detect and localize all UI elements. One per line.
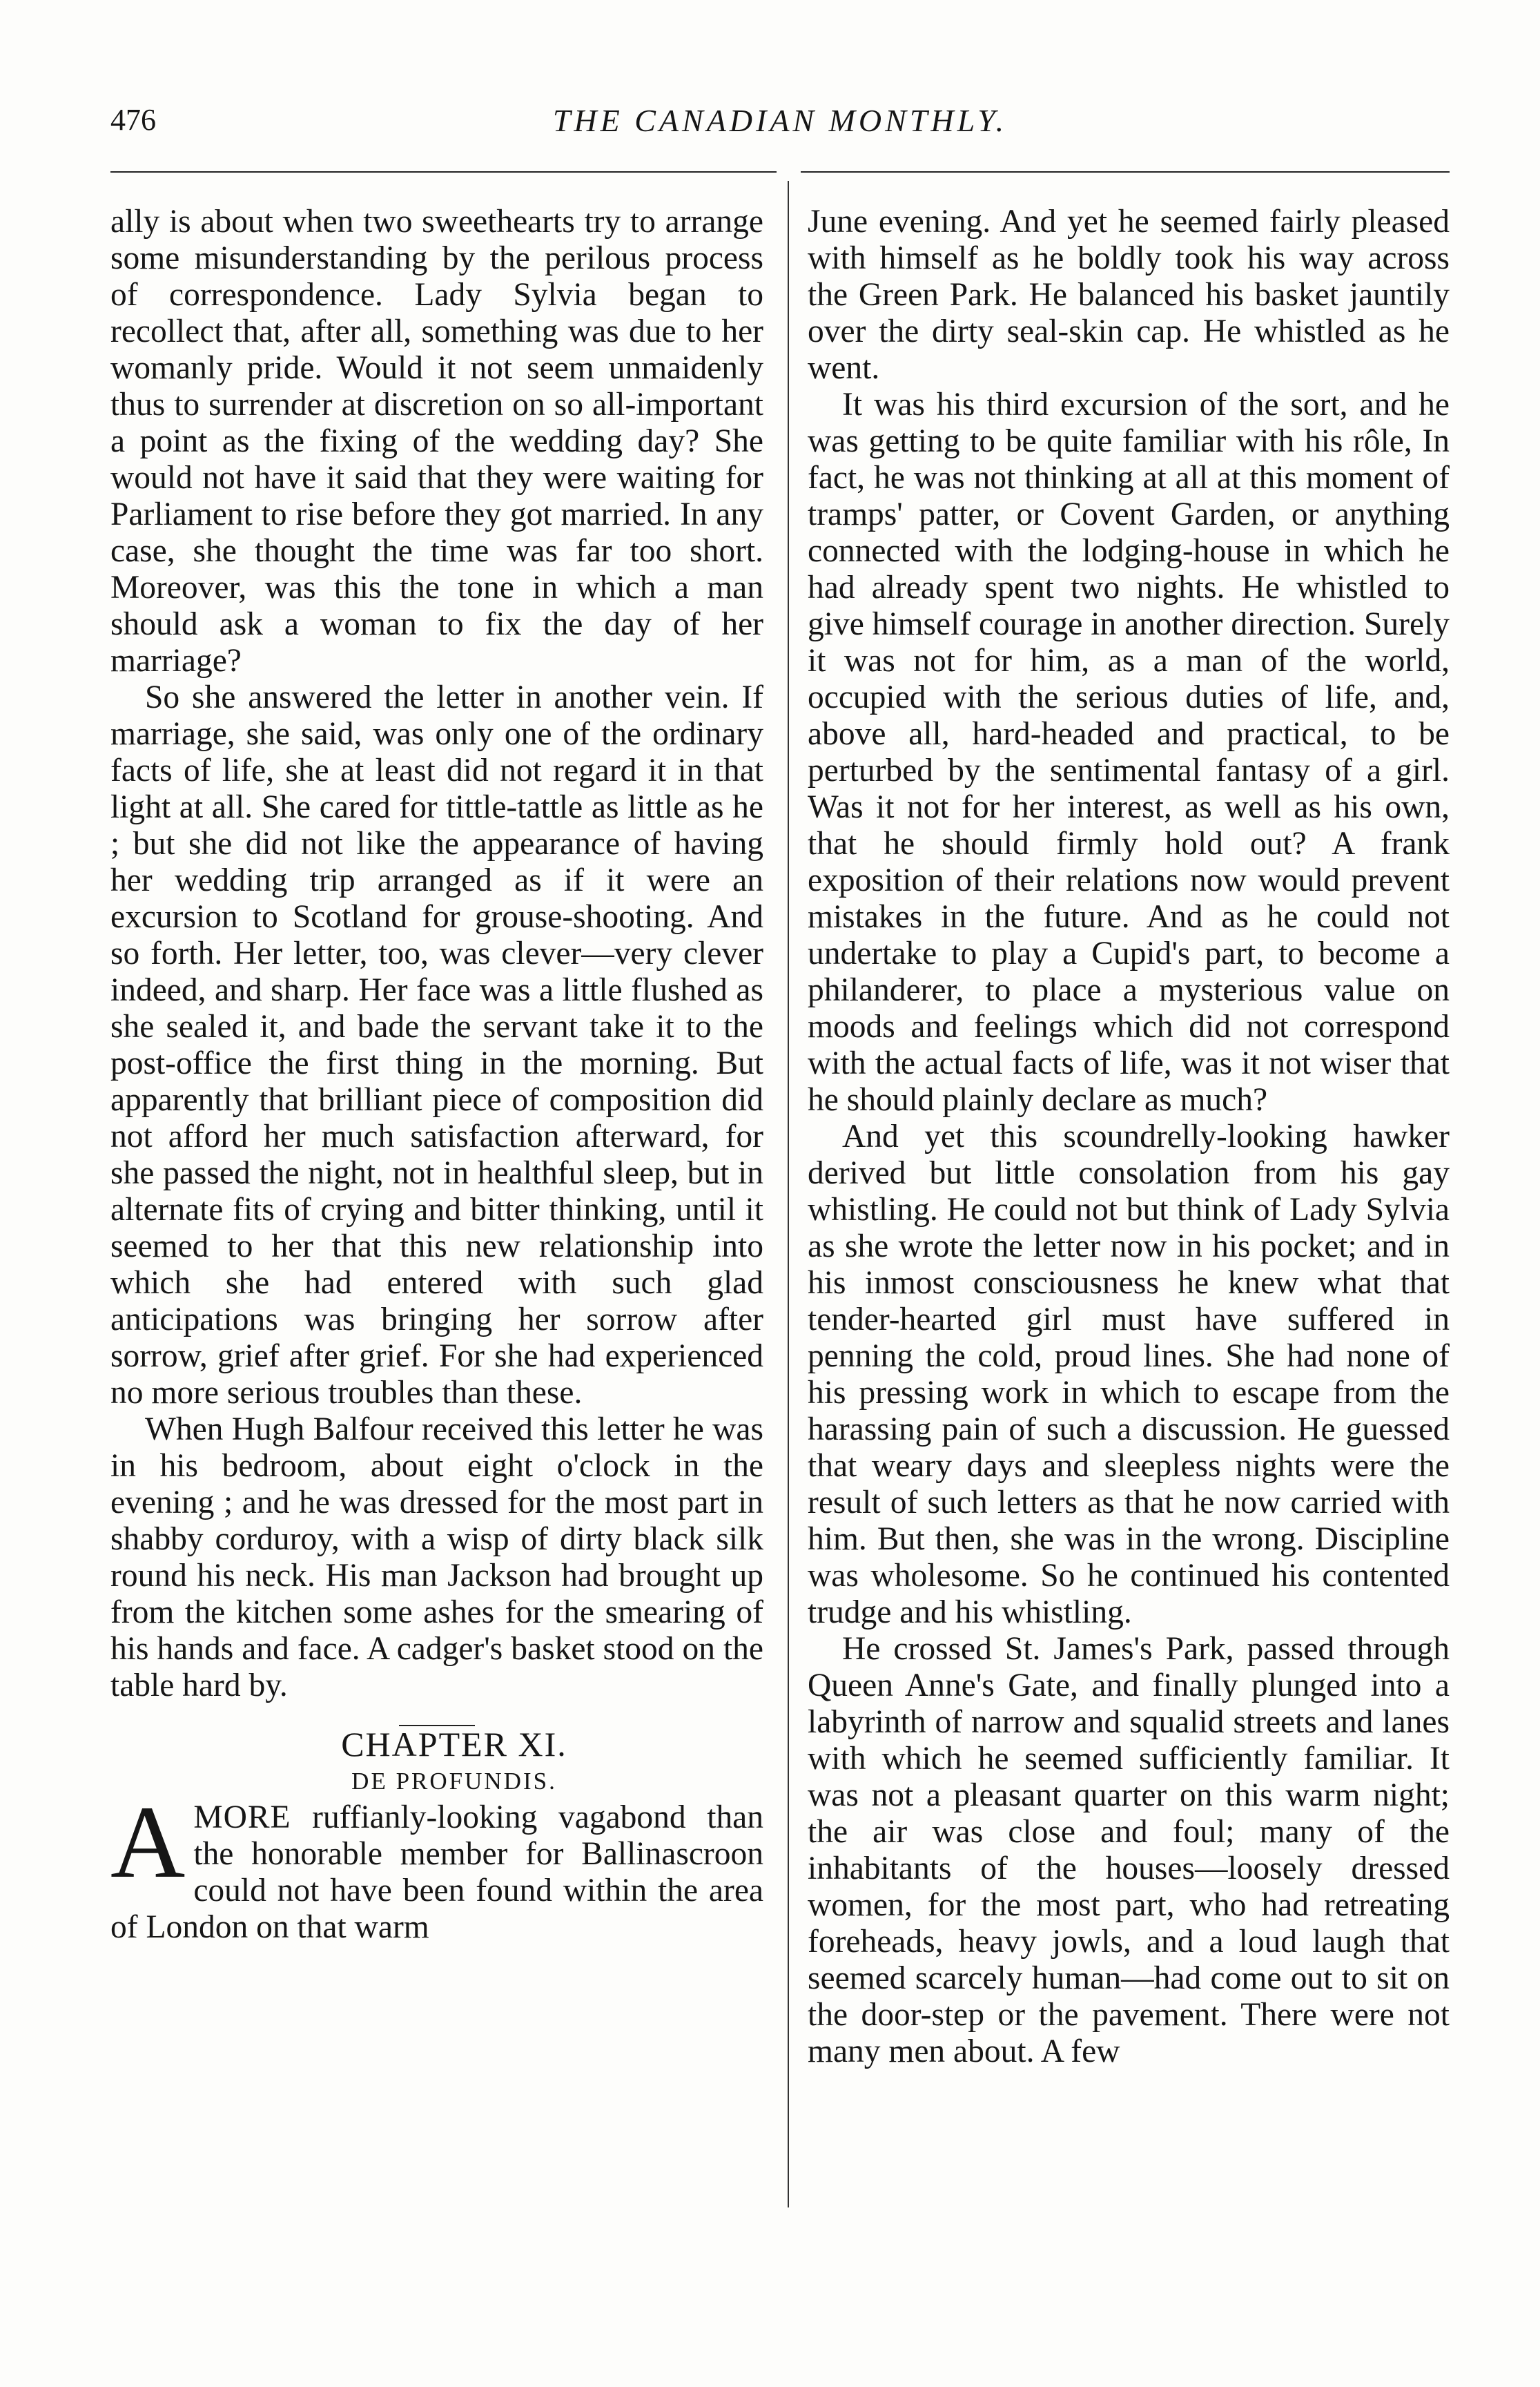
header-rule-right [801, 171, 1450, 173]
page-number: 476 [110, 103, 156, 137]
paragraph: ally is about when two sweethearts try to arrange some misunderstanding by the perilous process of correspondence. Lady Sylvia began to recollect that, after all, something was due to her womanly pride. Would it not seem unmaidenly thus to surrender at discretion on so all-important a point as the fixing of the wedding day? She would not have it said that they were waiting for Parliament to rise before they got married. In any case, she thought the time was far too short. Moreover, was this the tone in which a man should ask a woman to fix the day of her marriage? [110, 204, 763, 679]
chapter-subtitle: DE PROFUNDIS. [351, 1768, 557, 1795]
right-column [808, 204, 1450, 2070]
header-rule-left [110, 171, 777, 173]
left-column [110, 204, 763, 1946]
opening-smallcaps: MORE [193, 1799, 291, 1835]
paragraph: He crossed St. James's Park, passed through Queen Anne's Gate, and finally plunged into a labyrinth of narrow and squalid streets and lanes with which he seemed sufficiently familiar. It was not a pleasant quarter on this warm night; the air was close and foul; many of the inhabitants of the houses—loosely dressed women, for the most part, who had retreating foreheads, heavy jowls, and a loud laugh that seemed scarcely human—had come out to sit on the door-step or the pavement. There were not many men about. A few [808, 1631, 1450, 2069]
paragraph: So she answered the letter in another vein. If marriage, she said, was only one of the ordinary facts of life, she at least did not regard it in that light at all. She cared for tittle-tattle as little as he ; but she did not like the appearance of having her wedding trip arranged as if it were an excursion to Scotland for grouse-shooting. And so forth. Her letter, too, was clever—very clever indeed, and sharp. Her face was a little flushed as she sealed it, and bade the servant take it to the post-office the first thing in the morning. But apparently that brilliant piece of composition did not afford her much satisfaction afterward, for she passed the night, not in healthful sleep, but in alternate fits of crying and bitter thinking, until it seemed to her that this new relationship into which she had entered with such glad anticipations was bringing her sorrow after sorrow, grief after grief. For she had experienced no more serious troubles than these. [110, 679, 763, 1411]
drop-cap: A [110, 1785, 186, 1900]
running-title: THE CANADIAN MONTHLY. [552, 103, 1008, 138]
opening-text: ruffianly-looking vagabond than the honorable member for Ballinascroon could not have been found within the area of London on that warm [110, 1799, 763, 1945]
paragraph: It was his third excursion of the sort, and he was getting to be quite familiar with his rôle, In fact, he was not thinking at all at this moment of tramps' patter, or Covent Garden, or anything connected with the lodging-house in which he had already spent two nights. He whistled to give himself courage in another direction. Surely it was not for him, as a man of the world, occupied with the serious duties of life, and, above all, hard-headed and practical, to be perturbed by the sentimental fantasy of a girl. Was it not for her interest, as well as his own, that he should firmly hold out? A frank exposition of their relations now would prevent mistakes in the future. And as he could not undertake to play a Cupid's part, to become a philanderer, to place a mysterious value on moods and feelings which did not correspond with the actual facts of life, was it not wiser that he should plainly declare as much? [808, 387, 1450, 1118]
paragraph: June evening. And yet he seemed fairly pleased with himself as he boldly took his way across the Green Park. He balanced his basket jauntily over the dirty seal-skin cap. He whistled as he went. [808, 204, 1450, 386]
chapter-opening-paragraph [110, 1785, 763, 1946]
chapter-heading: CHAPTER XI. [341, 1725, 567, 1763]
paragraph: When Hugh Balfour received this letter he was in his bedroom, about eight o'clock in the evening ; and he was dressed for the most part in shabby corduroy, with a wisp of dirty black silk round his neck. His man Jackson had brought up from the kitchen some ashes for the smearing of his hands and face. A cadger's basket stood on the table hard by. [110, 1411, 763, 1703]
column-divider [788, 181, 789, 2207]
paragraph: And yet this scoundrelly-looking hawker derived but little consolation from his gay whistling. He could not but think of Lady Sylvia as she wrote the letter now in his pocket; and in his inmost consciousness he knew what that tender-hearted girl must have suffered in penning the cold, proud lines. She had none of his pressing work in which to escape from the harassing pain of such a discussion. He guessed that weary days and sleepless nights were the result of such letters as that he now carried with him. But then, she was in the wrong. Discipline was wholesome. So he continued his contented trudge and his whistling. [808, 1119, 1450, 1630]
page-header [110, 102, 1450, 151]
